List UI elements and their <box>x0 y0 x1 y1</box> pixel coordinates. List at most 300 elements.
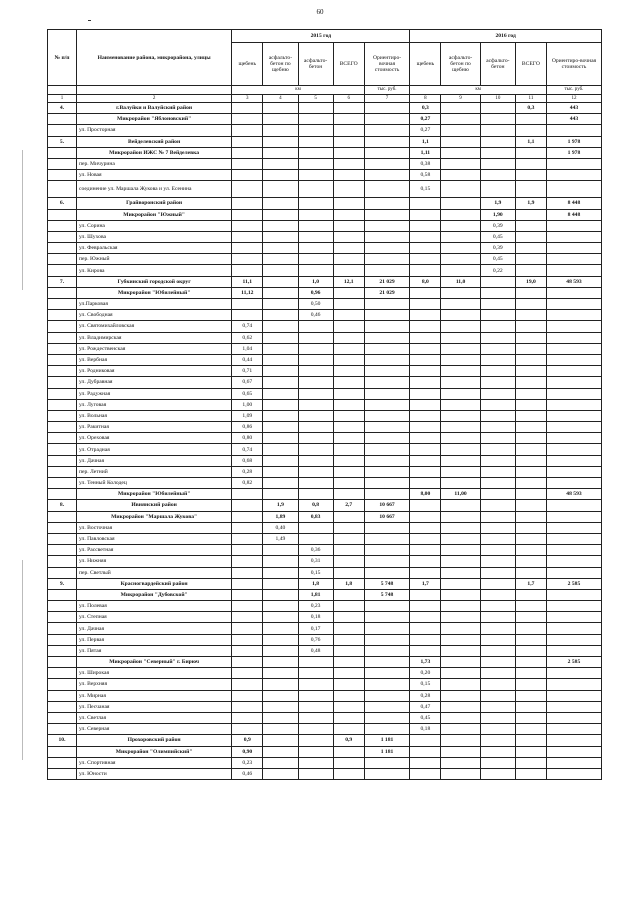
value-cell <box>515 466 546 477</box>
row-name-cell: Вейделевский район <box>76 136 231 147</box>
header-unit-blank <box>76 86 231 95</box>
column-number-cell: 6 <box>333 95 364 103</box>
value-cell <box>410 757 441 768</box>
value-cell <box>546 243 601 254</box>
value-cell <box>515 567 546 578</box>
header-sub: щебень <box>410 43 441 86</box>
value-cell: 0,28 <box>232 466 263 477</box>
value-cell: 1 181 <box>364 746 410 757</box>
table-row <box>48 746 602 757</box>
value-cell <box>364 489 410 500</box>
value-cell <box>263 589 298 600</box>
value-cell <box>515 657 546 668</box>
value-cell <box>364 724 410 735</box>
value-cell <box>441 634 480 645</box>
value-cell <box>441 310 480 321</box>
value-cell <box>232 668 263 679</box>
value-cell <box>441 198 480 209</box>
value-cell <box>364 478 410 489</box>
row-name-cell: Красногвардейский район <box>76 578 231 589</box>
value-cell <box>333 533 364 544</box>
value-cell <box>441 578 480 589</box>
value-cell <box>515 388 546 399</box>
value-cell <box>441 209 480 220</box>
value-cell <box>364 657 410 668</box>
table-row <box>48 489 602 500</box>
value-cell <box>298 125 333 136</box>
value-cell <box>232 231 263 242</box>
value-cell <box>263 645 298 656</box>
table-row <box>48 712 602 723</box>
value-cell <box>546 158 601 169</box>
value-cell <box>480 757 515 768</box>
table-row <box>48 343 602 354</box>
value-cell <box>546 623 601 634</box>
value-cell <box>546 343 601 354</box>
value-cell <box>480 601 515 612</box>
value-cell <box>298 489 333 500</box>
value-cell <box>298 220 333 231</box>
value-cell <box>333 243 364 254</box>
value-cell <box>333 377 364 388</box>
value-cell <box>480 321 515 332</box>
value-cell <box>333 623 364 634</box>
value-cell: 0,22 <box>480 265 515 276</box>
value-cell <box>480 276 515 287</box>
value-cell <box>410 735 441 746</box>
value-cell <box>480 158 515 169</box>
row-number-cell <box>48 354 77 365</box>
table-row <box>48 466 602 477</box>
value-cell <box>263 265 298 276</box>
row-number-cell <box>48 114 77 125</box>
row-name-cell: ул. Широкая <box>76 668 231 679</box>
value-cell <box>263 433 298 444</box>
value-cell <box>364 645 410 656</box>
value-cell <box>333 746 364 757</box>
value-cell <box>298 265 333 276</box>
value-cell: 1 181 <box>364 735 410 746</box>
row-name-cell: пер. Мичурина <box>76 158 231 169</box>
header-sub: асфальто-бетон <box>298 43 333 86</box>
value-cell: 8 448 <box>546 209 601 220</box>
value-cell <box>441 254 480 265</box>
value-cell <box>333 522 364 533</box>
value-cell: 1,73 <box>410 657 441 668</box>
value-cell: 19,0 <box>515 276 546 287</box>
value-cell <box>515 220 546 231</box>
value-cell <box>364 757 410 768</box>
value-cell <box>410 410 441 421</box>
row-number-cell <box>48 612 77 623</box>
value-cell <box>263 343 298 354</box>
value-cell <box>333 299 364 310</box>
value-cell <box>480 634 515 645</box>
value-cell <box>480 724 515 735</box>
value-cell <box>480 612 515 623</box>
value-cell: 0,46 <box>232 768 263 779</box>
binder-edge-mark <box>22 150 23 290</box>
row-name-cell: ул. Рождественская <box>76 343 231 354</box>
value-cell <box>410 612 441 623</box>
value-cell: 11,1 <box>232 276 263 287</box>
value-cell <box>333 757 364 768</box>
value-cell <box>298 343 333 354</box>
value-cell <box>333 198 364 209</box>
value-cell <box>515 343 546 354</box>
table-row <box>48 399 602 410</box>
value-cell <box>364 209 410 220</box>
row-name-cell: ул. Верхняя <box>76 679 231 690</box>
value-cell: 2,7 <box>333 500 364 511</box>
column-number-cell: 8 <box>410 95 441 103</box>
value-cell <box>480 377 515 388</box>
table-row <box>48 276 602 287</box>
value-cell: 0,47 <box>410 701 441 712</box>
value-cell <box>515 533 546 544</box>
value-cell <box>333 209 364 220</box>
value-cell <box>298 354 333 365</box>
row-number-cell <box>48 455 77 466</box>
row-number-cell <box>48 489 77 500</box>
value-cell <box>410 243 441 254</box>
value-cell <box>480 545 515 556</box>
value-cell <box>410 265 441 276</box>
value-cell: 1,9 <box>480 198 515 209</box>
value-cell <box>480 645 515 656</box>
value-cell <box>480 125 515 136</box>
value-cell <box>546 354 601 365</box>
value-cell: 0,8 <box>298 500 333 511</box>
value-cell <box>410 366 441 377</box>
value-cell <box>410 455 441 466</box>
value-cell <box>298 522 333 533</box>
value-cell <box>364 545 410 556</box>
table-header <box>48 30 602 103</box>
value-cell <box>298 399 333 410</box>
table-row <box>48 556 602 567</box>
value-cell <box>480 589 515 600</box>
value-cell <box>410 231 441 242</box>
value-cell <box>232 500 263 511</box>
row-number-cell <box>48 181 77 198</box>
value-cell <box>232 511 263 522</box>
value-cell <box>232 114 263 125</box>
value-cell <box>263 724 298 735</box>
table-row <box>48 377 602 388</box>
value-cell <box>410 500 441 511</box>
row-name-cell: Микрорайон "Яблоновский" <box>76 114 231 125</box>
table-row <box>48 701 602 712</box>
row-number-cell <box>48 690 77 701</box>
row-number-cell <box>48 556 77 567</box>
table-row <box>48 254 602 265</box>
value-cell <box>441 511 480 522</box>
value-cell <box>232 158 263 169</box>
value-cell <box>364 623 410 634</box>
value-cell <box>515 399 546 410</box>
value-cell <box>298 455 333 466</box>
value-cell <box>410 388 441 399</box>
value-cell <box>364 114 410 125</box>
row-number-cell <box>48 768 77 779</box>
value-cell: 0,15 <box>298 567 333 578</box>
value-cell <box>441 712 480 723</box>
value-cell <box>333 478 364 489</box>
value-cell <box>298 321 333 332</box>
value-cell <box>480 623 515 634</box>
value-cell <box>333 690 364 701</box>
value-cell <box>480 578 515 589</box>
column-number-cell: 5 <box>298 95 333 103</box>
value-cell <box>298 158 333 169</box>
row-number-cell <box>48 545 77 556</box>
value-cell <box>546 170 601 181</box>
value-cell <box>515 645 546 656</box>
value-cell <box>410 556 441 567</box>
value-cell <box>232 657 263 668</box>
value-cell <box>441 545 480 556</box>
value-cell <box>364 668 410 679</box>
row-number-cell <box>48 231 77 242</box>
value-cell <box>546 478 601 489</box>
value-cell <box>480 556 515 567</box>
value-cell: 0,65 <box>232 388 263 399</box>
table-row <box>48 768 602 779</box>
value-cell <box>515 158 546 169</box>
value-cell <box>364 455 410 466</box>
value-cell <box>441 746 480 757</box>
value-cell: 5 748 <box>364 589 410 600</box>
value-cell <box>480 679 515 690</box>
value-cell <box>546 265 601 276</box>
row-number-cell <box>48 657 77 668</box>
row-name-cell: ул. Родниковая <box>76 366 231 377</box>
value-cell <box>515 321 546 332</box>
value-cell <box>298 410 333 421</box>
value-cell <box>546 757 601 768</box>
row-name-cell: ул. Светлая <box>76 712 231 723</box>
value-cell <box>263 170 298 181</box>
value-cell <box>480 343 515 354</box>
value-cell <box>364 422 410 433</box>
value-cell <box>441 343 480 354</box>
value-cell <box>410 198 441 209</box>
value-cell <box>263 276 298 287</box>
value-cell <box>410 623 441 634</box>
value-cell <box>515 455 546 466</box>
row-number-cell <box>48 724 77 735</box>
value-cell: 0,44 <box>232 354 263 365</box>
value-cell <box>546 601 601 612</box>
value-cell <box>515 433 546 444</box>
value-cell <box>263 377 298 388</box>
row-number-cell <box>48 522 77 533</box>
value-cell <box>333 511 364 522</box>
table-row <box>48 500 602 511</box>
value-cell: 1 978 <box>546 136 601 147</box>
table-row <box>48 623 602 634</box>
value-cell <box>263 354 298 365</box>
row-number-cell: 9. <box>48 578 77 589</box>
row-number-cell <box>48 601 77 612</box>
value-cell <box>410 589 441 600</box>
row-number-cell <box>48 634 77 645</box>
row-name-cell: ул. Шухова <box>76 231 231 242</box>
value-cell <box>333 645 364 656</box>
value-cell <box>480 657 515 668</box>
value-cell <box>232 701 263 712</box>
value-cell <box>441 410 480 421</box>
value-cell <box>298 724 333 735</box>
table-row <box>48 601 602 612</box>
row-name-cell: пер. Светлый <box>76 567 231 578</box>
value-cell <box>364 103 410 114</box>
value-cell <box>263 399 298 410</box>
value-cell <box>410 321 441 332</box>
value-cell <box>515 299 546 310</box>
value-cell <box>441 181 480 198</box>
table-row <box>48 388 602 399</box>
value-cell <box>515 125 546 136</box>
value-cell <box>333 567 364 578</box>
value-cell <box>546 724 601 735</box>
value-cell <box>546 321 601 332</box>
value-cell <box>364 170 410 181</box>
value-cell <box>263 489 298 500</box>
value-cell <box>232 645 263 656</box>
row-name-cell: Губкинский городской округ <box>76 276 231 287</box>
value-cell <box>364 690 410 701</box>
value-cell: 0,80 <box>232 433 263 444</box>
value-cell <box>333 366 364 377</box>
value-cell <box>480 701 515 712</box>
value-cell <box>232 724 263 735</box>
value-cell <box>441 158 480 169</box>
value-cell <box>480 466 515 477</box>
value-cell <box>410 444 441 455</box>
value-cell <box>364 701 410 712</box>
value-cell <box>364 679 410 690</box>
value-cell <box>333 410 364 421</box>
value-cell <box>515 332 546 343</box>
row-name-cell: ул. Вербная <box>76 354 231 365</box>
column-number-cell: 12 <box>546 95 601 103</box>
row-name-cell: пер. Летний <box>76 466 231 477</box>
value-cell <box>364 321 410 332</box>
row-number-cell <box>48 170 77 181</box>
column-number-cell: 4 <box>263 95 298 103</box>
value-cell <box>410 332 441 343</box>
value-cell <box>546 768 601 779</box>
value-cell <box>232 170 263 181</box>
value-cell <box>515 500 546 511</box>
value-cell <box>364 265 410 276</box>
header-sub: Ориентиро-вочная стоимость <box>364 43 410 86</box>
table-row <box>48 299 602 310</box>
value-cell <box>263 209 298 220</box>
value-cell <box>333 254 364 265</box>
value-cell <box>364 220 410 231</box>
value-cell <box>515 147 546 158</box>
value-cell <box>515 545 546 556</box>
value-cell <box>515 623 546 634</box>
value-cell <box>263 478 298 489</box>
value-cell <box>263 746 298 757</box>
value-cell <box>333 657 364 668</box>
value-cell <box>546 712 601 723</box>
value-cell <box>232 601 263 612</box>
row-number-cell <box>48 466 77 477</box>
row-name-cell: ул. Просторная <box>76 125 231 136</box>
value-cell <box>298 170 333 181</box>
value-cell <box>441 466 480 477</box>
value-cell <box>480 478 515 489</box>
value-cell <box>364 466 410 477</box>
value-cell <box>410 209 441 220</box>
value-cell <box>232 265 263 276</box>
value-cell <box>546 299 601 310</box>
value-cell <box>515 735 546 746</box>
value-cell <box>333 422 364 433</box>
value-cell: 0,45 <box>480 254 515 265</box>
value-cell: 0,27 <box>410 114 441 125</box>
header-year-2016: 2016 год <box>410 30 602 43</box>
value-cell: 0,67 <box>232 377 263 388</box>
value-cell <box>232 147 263 158</box>
row-name-cell: ул. Луговая <box>76 399 231 410</box>
row-name-cell: Микрорайон "Юбилейный" <box>76 287 231 298</box>
value-cell <box>364 522 410 533</box>
value-cell: 12,1 <box>333 276 364 287</box>
value-cell <box>546 388 601 399</box>
value-cell <box>298 712 333 723</box>
value-cell <box>480 567 515 578</box>
value-cell <box>441 243 480 254</box>
value-cell <box>298 657 333 668</box>
value-cell <box>364 388 410 399</box>
scan-mark <box>88 20 91 21</box>
row-name-cell: ул. Святомихайловская <box>76 321 231 332</box>
value-cell <box>263 366 298 377</box>
value-cell: 0,82 <box>232 478 263 489</box>
value-cell <box>480 500 515 511</box>
value-cell <box>410 466 441 477</box>
value-cell: 1,0 <box>298 276 333 287</box>
value-cell <box>441 589 480 600</box>
value-cell <box>410 567 441 578</box>
row-name-cell: Микрорайон ИЖС № 7 Вейделевка <box>76 147 231 158</box>
value-cell <box>298 422 333 433</box>
value-cell <box>546 399 601 410</box>
value-cell <box>333 466 364 477</box>
value-cell <box>546 455 601 466</box>
value-cell: 0,86 <box>232 422 263 433</box>
table-row <box>48 735 602 746</box>
value-cell <box>410 522 441 533</box>
value-cell <box>515 170 546 181</box>
value-cell <box>298 114 333 125</box>
value-cell <box>263 545 298 556</box>
row-name-cell: ул. Сорина <box>76 220 231 231</box>
header-sub: ВСЕГО <box>515 43 546 86</box>
value-cell <box>263 310 298 321</box>
value-cell <box>515 589 546 600</box>
value-cell <box>515 354 546 365</box>
value-cell <box>515 114 546 125</box>
value-cell <box>364 136 410 147</box>
value-cell: 0,18 <box>410 724 441 735</box>
